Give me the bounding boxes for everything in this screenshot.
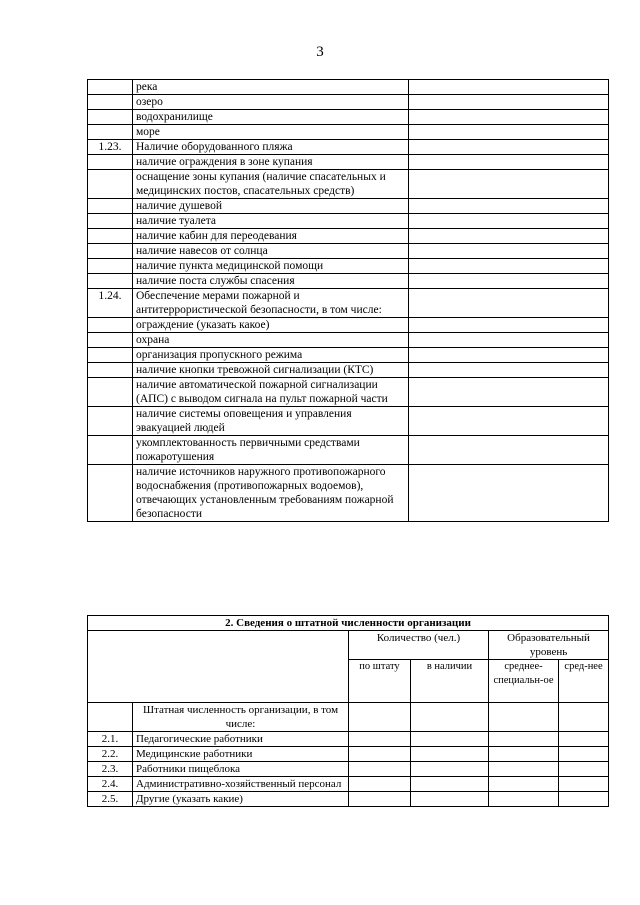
value-cell: [559, 792, 609, 807]
value-cell: [409, 155, 609, 170]
value-cell: [409, 333, 609, 348]
table-row: [88, 125, 609, 140]
row-label: водохранилище: [133, 110, 409, 125]
header-count: Количество (чел.): [349, 631, 489, 660]
row-number: [88, 95, 133, 110]
value-cell: [559, 762, 609, 777]
value-cell: [489, 732, 559, 747]
row-number: 2.4.: [88, 777, 133, 792]
table-row: [88, 229, 609, 244]
value-cell: [409, 436, 609, 465]
value-cell: [409, 363, 609, 378]
page-number: 3: [316, 44, 324, 60]
row-number: [88, 318, 133, 333]
row-number: 2.1.: [88, 732, 133, 747]
row-number: [88, 436, 133, 465]
row-number: [88, 363, 133, 378]
value-cell: [409, 214, 609, 229]
row-label: Медицинские работники: [133, 747, 349, 762]
staff-total-row: [88, 703, 609, 732]
row-label: наличие душевой: [133, 199, 409, 214]
row-number: 1.23.: [88, 140, 133, 155]
row-label: организация пропускного режима: [133, 348, 409, 363]
row-label: укомплектованность первичными средствами пожаротушения: [133, 436, 409, 465]
table-row: [88, 378, 609, 407]
value-cell: [409, 125, 609, 140]
value-cell: [411, 703, 489, 732]
value-cell: [409, 80, 609, 95]
row-number: [88, 407, 133, 436]
facility-info-table: [87, 79, 609, 522]
table-row: [88, 170, 609, 199]
row-label: Наличие оборудованного пляжа: [133, 140, 409, 155]
row-number: [88, 333, 133, 348]
table-row: [88, 80, 609, 95]
value-cell: [349, 792, 411, 807]
row-number: [88, 244, 133, 259]
row-number: 1.24.: [88, 289, 133, 318]
row-number: [88, 348, 133, 363]
row-label: Работники пищеблока: [133, 762, 349, 777]
row-label: ограждение (указать какое): [133, 318, 409, 333]
row-label: озеро: [133, 95, 409, 110]
value-cell: [559, 703, 609, 732]
table-row: [88, 259, 609, 274]
value-cell: [349, 732, 411, 747]
subheader-present: в наличии: [411, 660, 489, 703]
value-cell: [409, 95, 609, 110]
row-number: [88, 199, 133, 214]
value-cell: [409, 318, 609, 333]
table-row: [88, 274, 609, 289]
value-cell: [409, 407, 609, 436]
row-label: наличие кнопки тревожной сигнализации (КТС): [133, 363, 409, 378]
header-empty-cell: [88, 631, 349, 703]
row-label: наличие ограждения в зоне купания: [133, 155, 409, 170]
value-cell: [409, 289, 609, 318]
value-cell: [411, 762, 489, 777]
table-row: [88, 777, 609, 792]
value-cell: [409, 229, 609, 244]
row-label: наличие навесов от солнца: [133, 244, 409, 259]
value-cell: [489, 792, 559, 807]
row-label: море: [133, 125, 409, 140]
table-row: [88, 244, 609, 259]
value-cell: [409, 259, 609, 274]
value-cell: [559, 732, 609, 747]
row-number: [88, 274, 133, 289]
table-row: [88, 155, 609, 170]
value-cell: [409, 378, 609, 407]
total-num-cell: [88, 703, 133, 732]
table-row: [88, 348, 609, 363]
table-row: [88, 407, 609, 436]
row-number: [88, 259, 133, 274]
value-cell: [489, 703, 559, 732]
staff-header-row: [88, 631, 609, 660]
staff-section-title-row: [88, 616, 609, 631]
table-row: [88, 732, 609, 747]
value-cell: [349, 777, 411, 792]
value-cell: [409, 170, 609, 199]
row-number: [88, 465, 133, 522]
row-number: [88, 229, 133, 244]
value-cell: [409, 110, 609, 125]
row-label: наличие поста службы спасения: [133, 274, 409, 289]
value-cell: [409, 465, 609, 522]
row-number: [88, 378, 133, 407]
row-label: наличие туалета: [133, 214, 409, 229]
table-row: [88, 318, 609, 333]
table-row: [88, 436, 609, 465]
table-row: [88, 110, 609, 125]
subheader-secondary-special: среднее-специальн-ое: [489, 660, 559, 703]
table-row: [88, 95, 609, 110]
row-number: [88, 80, 133, 95]
value-cell: [349, 703, 411, 732]
value-cell: [349, 762, 411, 777]
table-row: [88, 363, 609, 378]
value-cell: [409, 348, 609, 363]
value-cell: [411, 777, 489, 792]
row-label: наличие системы оповещения и управления эвакуацией людей: [133, 407, 409, 436]
table-row: [88, 199, 609, 214]
value-cell: [409, 244, 609, 259]
table-row: [88, 289, 609, 318]
value-cell: [409, 274, 609, 289]
subheader-by-staff: по штату: [349, 660, 411, 703]
value-cell: [489, 777, 559, 792]
row-number: 2.5.: [88, 792, 133, 807]
table-row: [88, 747, 609, 762]
table-row: [88, 762, 609, 777]
row-number: [88, 170, 133, 199]
row-number: [88, 214, 133, 229]
row-number: 2.2.: [88, 747, 133, 762]
value-cell: [409, 199, 609, 214]
row-label: наличие кабин для переодевания: [133, 229, 409, 244]
table-row: [88, 465, 609, 522]
total-label: Штатная численность организации, в том числе:: [133, 703, 349, 732]
section-title: 2. Сведения о штатной численности организации: [88, 616, 609, 631]
table-row: [88, 333, 609, 348]
table-row: [88, 792, 609, 807]
row-label: Обеспечение мерами пожарной и антитеррористической безопасности, в том числе:: [133, 289, 409, 318]
row-label: оснащение зоны купания (наличие спасательных и медицинских постов, спасательных средств): [133, 170, 409, 199]
value-cell: [559, 747, 609, 762]
row-label: наличие источников наружного противопожарного водоснабжения (противопожарных водоемов), отвечающих установленным требованиям пожарной безопасности: [133, 465, 409, 522]
header-education: Образовательный уровень: [489, 631, 609, 660]
subheader-secondary: сред-нее: [559, 660, 609, 703]
row-label: наличие пункта медицинской помощи: [133, 259, 409, 274]
value-cell: [411, 732, 489, 747]
value-cell: [559, 777, 609, 792]
value-cell: [411, 792, 489, 807]
row-label: Педагогические работники: [133, 732, 349, 747]
value-cell: [489, 747, 559, 762]
row-label: наличие автоматической пожарной сигнализации (АПС) с выводом сигнала на пульт пожарной части: [133, 378, 409, 407]
row-number: [88, 155, 133, 170]
table-row: [88, 214, 609, 229]
row-label: охрана: [133, 333, 409, 348]
table-row: [88, 140, 609, 155]
row-number: [88, 125, 133, 140]
row-label: река: [133, 80, 409, 95]
value-cell: [409, 140, 609, 155]
value-cell: [349, 747, 411, 762]
row-number: [88, 110, 133, 125]
staff-table: [87, 615, 609, 807]
value-cell: [489, 762, 559, 777]
row-label: Административно-хозяйственный персонал: [133, 777, 349, 792]
row-number: 2.3.: [88, 762, 133, 777]
value-cell: [411, 747, 489, 762]
row-label: Другие (указать какие): [133, 792, 349, 807]
